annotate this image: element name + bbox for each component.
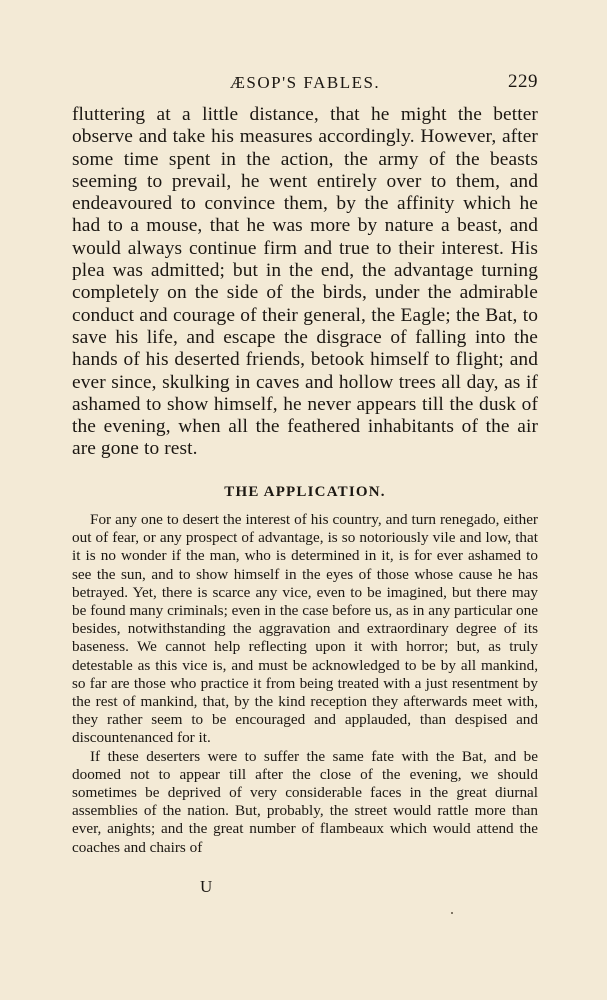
signature-mark: U [200, 877, 214, 896]
application-heading: THE APPLICATION. [224, 484, 386, 500]
paper-speck [451, 912, 453, 914]
running-title: ÆSOP'S FABLES. [229, 73, 381, 92]
fable-text: fluttering at a little distance, that he might the better observe and take his measures accordingly. However, after some time spent in the action, the army of the beasts seeming to prevail, he went entirely over to them, and endeavoured to convince them, by the affinity which he had to a mouse, that he was more by nature a beast, and would always continue firm and true to their interest. His plea was admitted; but in the end, the advantage turning completely on the side of the birds, under the admirable conduct and courage of their general, the Eagle; the Bat, to save his life, and escape the disgrace of falling into the hands of his deserted friends, betook himself to flight; and ever since, skulking in caves and hollow trees all day, as if ashamed to show himself, he never appears till the dusk of the evening, when all the feathered inhabitants of the air are gone to rest. [72, 104, 538, 460]
page-number: 229 [508, 71, 538, 92]
application-paragraph-2: If these deserters were to suffer the same fate with the Bat, and be doomed not to appear till after the close of the evening, we should sometimes be deprived of very considerable faces in the great diurnal assemblies of the nation. But, probably, the street would rattle more than ever, anights; and the great number of flambeaux which would attend the coaches and chairs of [72, 747, 538, 856]
application-text [72, 511, 538, 857]
application-paragraph-1: For any one to desert the interest of his country, and turn renegado, either out of fear, or any prospect of advantage, is so notoriously vile and low, that it is no wonder if the man, who is determined in it, is for ever ashamed to see the sun, and to show himself in the eyes of those whose cause he has betrayed. Yet, there is scarce any vice, even to be imagined, but there may be found many criminals; even in the case before us, as in any particular one besides, notwithstanding the aggravation and extraordinary degree of its baseness. We cannot help reflecting upon it with horror; but, as truly detestable as this vice is, and must be acknowledged to be by all mankind, so far are those who practice it from being treated with a just resentment by the rest of mankind, that, by the kind reception they afterwards meet with, they rather seem to be encouraged and applauded, than despised and discountenanced for it. [72, 511, 538, 747]
running-head [72, 71, 538, 95]
